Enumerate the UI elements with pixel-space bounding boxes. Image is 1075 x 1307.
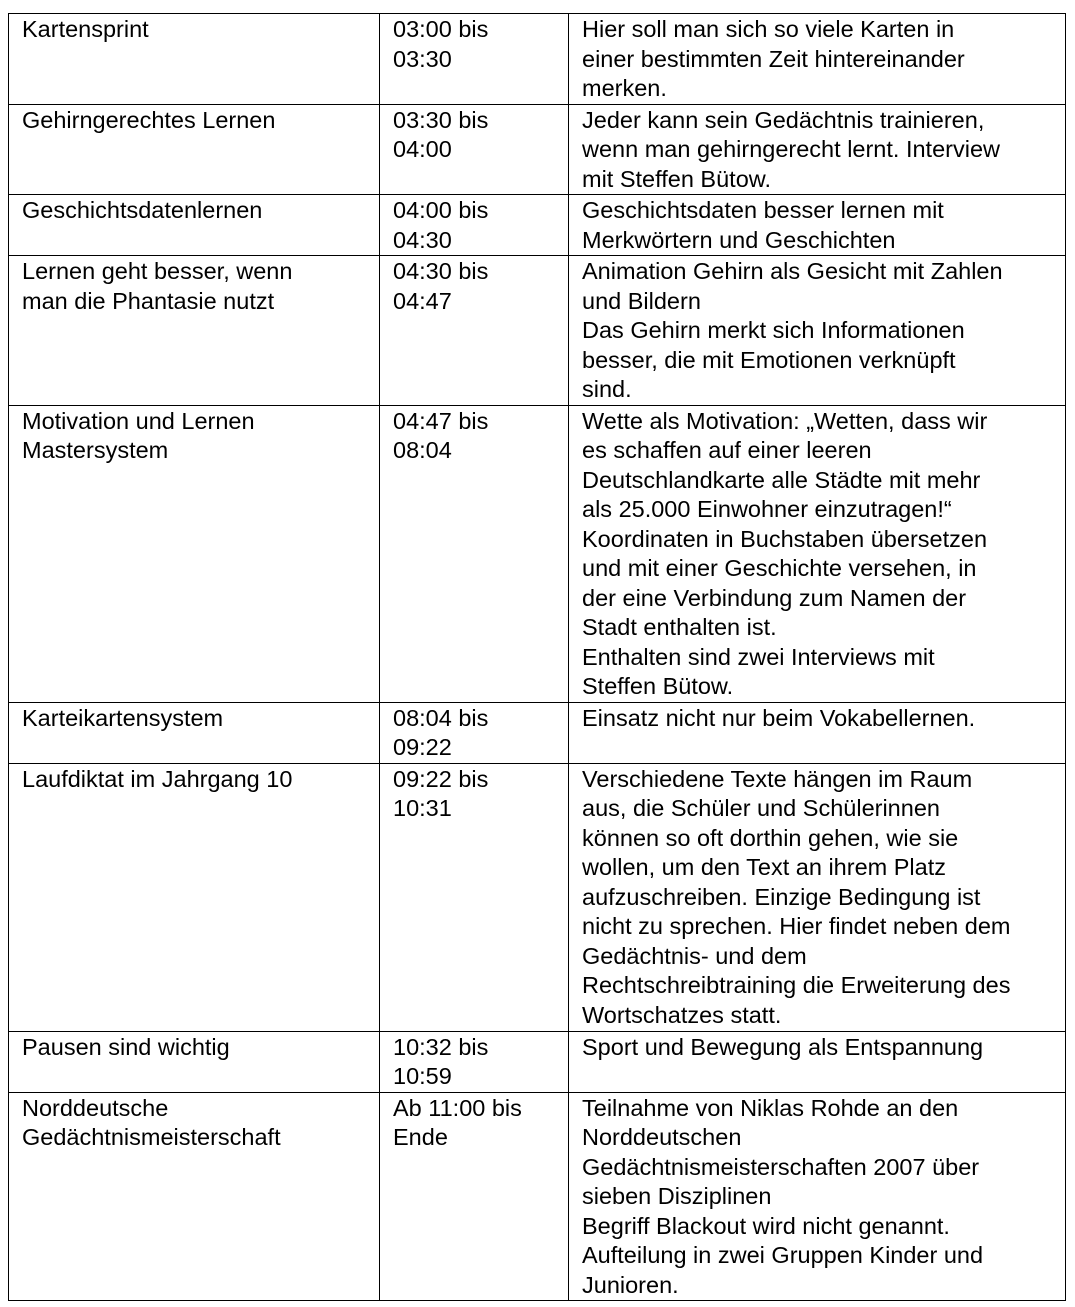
description-line: Merkwörtern und Geschichten (582, 226, 896, 253)
description-line: merken. (582, 75, 667, 101)
description-line: sieben Disziplinen (582, 1183, 772, 1209)
description-line: Geschichtsdaten besser lernen mit (582, 197, 944, 223)
description-line: Animation Gehirn als Gesicht mit Zahlen (582, 258, 1003, 284)
table-row (9, 256, 1066, 406)
time-line: 10:31 (393, 795, 452, 821)
description-line: Enthalten sind zwei Interviews mit (582, 643, 935, 670)
description-line: Aufteilung in zwei Gruppen Kinder und (582, 1242, 984, 1268)
description-line: Norddeutschen (582, 1124, 742, 1150)
description-line: Koordinaten in Buchstaben übersetzen (582, 525, 988, 552)
description-line: Jeder kann sein Gedächtnis trainieren, (582, 106, 985, 133)
topic-line: Karteikartensystem (22, 704, 224, 731)
time-line: Ab 11:00 bis (393, 1094, 522, 1121)
table-row (9, 1092, 1066, 1301)
description-line: Steffen Bütow. (582, 673, 734, 699)
description-cell (569, 104, 1066, 195)
description-line: Einsatz nicht nur beim Vokabellernen. (582, 704, 976, 731)
time-cell (380, 195, 569, 256)
table-row (9, 104, 1066, 195)
description-line: Hier soll man sich so viele Karten in (582, 16, 955, 42)
time-cell (380, 1092, 569, 1301)
time-cell (380, 405, 569, 702)
time-line: 03:00 bis (393, 16, 489, 42)
time-line: 09:22 bis (393, 765, 489, 792)
time-line: Ende (393, 1124, 448, 1150)
description-line: können so oft dorthin gehen, wie sie (582, 824, 959, 851)
topic-line: Gedächtnismeisterschaft (22, 1124, 281, 1150)
time-cell (380, 1031, 569, 1092)
time-line: 04:30 bis (393, 258, 489, 284)
time-cell (380, 104, 569, 195)
content-table (8, 13, 1066, 1301)
topic-cell (9, 14, 380, 105)
description-line: wenn man gehirngerecht lernt. Interview (582, 136, 1000, 162)
description-line: einer bestimmten Zeit hintereinander (582, 45, 965, 72)
description-line: und Bildern (582, 287, 701, 314)
table-row (9, 405, 1066, 702)
time-line: 04:47 (393, 287, 452, 314)
description-line: Verschiedene Texte hängen im Raum (582, 765, 973, 792)
description-line: der eine Verbindung zum Namen der (582, 584, 967, 611)
time-line: 08:04 (393, 437, 452, 463)
topic-line: Gehirngerechtes Lernen (22, 106, 276, 133)
description-line: Rechtschreibtraining die Erweiterung des (582, 972, 1011, 998)
time-line: 09:22 (393, 734, 452, 760)
topic-line: Mastersystem (22, 437, 169, 463)
description-cell (569, 763, 1066, 1031)
topic-cell (9, 405, 380, 702)
time-line: 10:59 (393, 1063, 452, 1089)
description-line: aus, die Schüler und Schülerinnen (582, 795, 940, 821)
time-line: 10:32 bis (393, 1033, 489, 1060)
table-body (9, 14, 1066, 1301)
topic-line: man die Phantasie nutzt (22, 287, 275, 314)
description-line: als 25.000 Einwohner einzutragen!“ (582, 496, 952, 522)
description-line: Sport und Bewegung als Entspannung (582, 1033, 984, 1060)
time-line: 03:30 (393, 45, 452, 72)
topic-cell (9, 1092, 380, 1301)
description-line: besser, die mit Emotionen verknüpft (582, 346, 956, 373)
topic-cell (9, 702, 380, 763)
table-row (9, 702, 1066, 763)
description-line: Wette als Motivation: „Wetten, dass wir (582, 407, 988, 434)
description-cell (569, 14, 1066, 105)
description-cell (569, 1031, 1066, 1092)
description-line: Wortschatzes statt. (582, 1001, 782, 1028)
topic-line: Kartensprint (22, 16, 149, 42)
description-line: mit Steffen Bütow. (582, 165, 771, 192)
table-row (9, 195, 1066, 256)
topic-cell (9, 763, 380, 1031)
description-line: Gedächtnis- und dem (582, 942, 807, 969)
description-cell (569, 405, 1066, 702)
description-line: Das Gehirn merkt sich Informationen (582, 317, 965, 343)
description-line: Junioren. (582, 1271, 679, 1298)
description-line: Deutschlandkarte alle Städte mit mehr (582, 466, 981, 493)
description-line: Stadt enthalten ist. (582, 614, 777, 640)
description-cell (569, 195, 1066, 256)
time-cell (380, 702, 569, 763)
topic-line: Geschichtsdatenlernen (22, 197, 263, 223)
description-cell (569, 256, 1066, 406)
description-line: aufzuschreiben. Einzige Bedingung ist (582, 883, 981, 910)
topic-line: Lernen geht besser, wenn (22, 258, 293, 284)
time-line: 03:30 bis (393, 106, 489, 133)
topic-cell (9, 104, 380, 195)
time-line: 04:00 (393, 136, 452, 162)
time-line: 08:04 bis (393, 704, 489, 731)
description-line: es schaffen auf einer leeren (582, 437, 872, 463)
topic-line: Motivation und Lernen (22, 407, 255, 434)
description-cell (569, 1092, 1066, 1301)
topic-line: Laufdiktat im Jahrgang 10 (22, 765, 293, 792)
time-line: 04:00 bis (393, 197, 489, 223)
time-cell (380, 14, 569, 105)
time-line: 04:47 bis (393, 407, 489, 434)
topic-line: Pausen sind wichtig (22, 1033, 230, 1060)
table-row (9, 14, 1066, 105)
topic-line: Norddeutsche (22, 1094, 169, 1121)
topic-cell (9, 1031, 380, 1092)
time-line: 04:30 (393, 226, 452, 253)
description-line: Gedächtnismeisterschaften 2007 über (582, 1153, 980, 1180)
description-line: und mit einer Geschichte versehen, in (582, 555, 977, 581)
description-line: wollen, um den Text an ihrem Platz (582, 854, 946, 880)
description-line: nicht zu sprechen. Hier findet neben dem (582, 913, 1011, 939)
description-line: sind. (582, 376, 632, 402)
description-line: Teilnahme von Niklas Rohde an den (582, 1094, 959, 1121)
topic-cell (9, 256, 380, 406)
table-row (9, 763, 1066, 1031)
time-cell (380, 763, 569, 1031)
topic-cell (9, 195, 380, 256)
table-row (9, 1031, 1066, 1092)
time-cell (380, 256, 569, 406)
description-line: Begriff Blackout wird nicht genannt. (582, 1212, 950, 1239)
description-cell (569, 702, 1066, 763)
